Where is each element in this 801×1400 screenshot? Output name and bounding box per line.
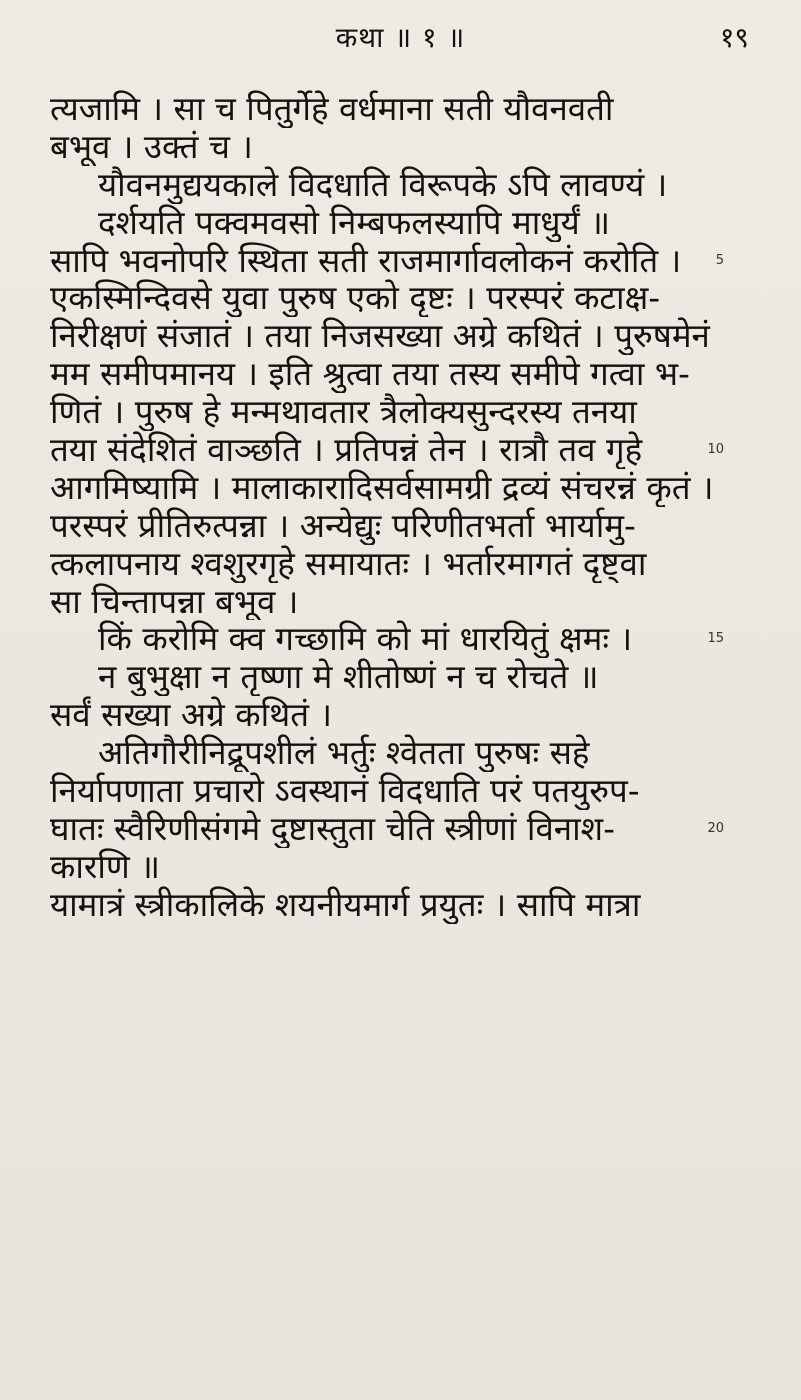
verse-line: [50, 658, 740, 696]
text-line: [50, 545, 740, 583]
margin-line-number: 5: [715, 252, 724, 268]
text-line: [50, 317, 740, 355]
line-text: तया संदेशितं वाञ्छति । प्रतिपन्नं तेन । रात्रौ तव गृहे: [50, 431, 643, 469]
text-line: [50, 279, 740, 317]
line-text: न बुभुक्षा न तृष्णा मे शीतोष्णं न च रोचते ॥: [98, 658, 599, 697]
line-text: बभूव । उक्तं च ।: [50, 127, 253, 166]
line-text: त्कलापनाय श्वशुरगृहे समायातः । भर्तारमागतं दृष्ट्वा: [50, 544, 647, 583]
line-text: एकस्मिन्दिवसे युवा पुरुष एको दृष्टः । परस्परं कटाक्ष-: [50, 279, 661, 318]
text-line: [50, 90, 740, 128]
line-text: परस्परं प्रीतिरुत्पन्ना । अन्येद्युः परिणीतभर्ता भार्यामु-: [50, 506, 636, 545]
line-text: यामात्रं स्त्रीकालिके शयनीयमार्ग प्रयुतः । सापि मात्रा: [50, 885, 641, 924]
page-header: [0, 10, 801, 60]
page-number: १९: [719, 21, 749, 54]
text-line: [50, 583, 740, 621]
text-line: [50, 810, 740, 848]
verse-line: [50, 166, 740, 204]
margin-line-number: 20: [707, 820, 724, 836]
text-line: [50, 128, 740, 166]
verse-line: [50, 734, 740, 772]
line-text: सा चिन्तापन्ना बभूव ।: [50, 582, 299, 621]
text-line: [50, 507, 740, 545]
verse-line: [50, 620, 740, 658]
line-text: आगमिष्यामि । मालाकारादिसर्वसामग्री द्रव्यं संचरन्नं कृतं ।: [50, 468, 714, 507]
running-head: कथा ॥ १ ॥: [335, 21, 466, 54]
line-text: सर्वं सख्या अग्रे कथितं ।: [50, 696, 333, 735]
text-line: [50, 242, 740, 280]
line-text: मम समीपमानय । इति श्रुत्वा तया तस्य समीपे गत्वा भ-: [50, 355, 690, 394]
line-text: यौवनमुद्ययकाले विदधाति विरूपके ऽपि लावण्यं ।: [98, 165, 668, 204]
text-line: [50, 469, 740, 507]
line-text: घातः स्वैरिणीसंगमे दुष्टास्तुता चेति स्त्रीणां विनाश-: [50, 809, 615, 848]
line-text: किं करोमि क्व गच्छामि को मां धारयितुं क्षमः ।: [98, 620, 633, 659]
line-text: त्यजामि । सा च पितुर्गेहे वर्धमाना सती यौवनवती: [50, 90, 614, 128]
text-line: [50, 772, 740, 810]
line-text: अतिगौरीनिद्रूपशीलं भर्तुः श्वेतता पुरुषः सहे: [98, 734, 590, 773]
margin-line-number: 15: [707, 631, 724, 647]
body-text: [50, 90, 740, 924]
text-line: [50, 431, 740, 469]
margin-line-number: 10: [707, 442, 724, 458]
text-line: [50, 696, 740, 734]
line-text: सापि भवनोपरि स्थिता सती राजमार्गावलोकनं करोति ।: [50, 241, 682, 280]
line-text: निरीक्षणं संजातं । तया निजसख्या अग्रे कथितं । पुरुषमेनं: [50, 317, 710, 356]
line-text: निर्यापणाता प्रचारो ऽवस्थानं विदधाति परं पतयुरुप-: [50, 772, 640, 810]
line-text: कारणि ॥: [50, 847, 161, 886]
text-line: [50, 886, 740, 924]
line-text: दर्शयति पक्वमवसो निम्बफलस्यापि माधुर्यं ॥: [98, 203, 610, 242]
line-text: णितं । पुरुष हे मन्मथावतार त्रैलोक्यसुन्दरस्य तनया: [50, 393, 637, 432]
verse-line: [50, 204, 740, 242]
text-line: [50, 848, 740, 886]
text-line: [50, 355, 740, 393]
text-line: [50, 393, 740, 431]
